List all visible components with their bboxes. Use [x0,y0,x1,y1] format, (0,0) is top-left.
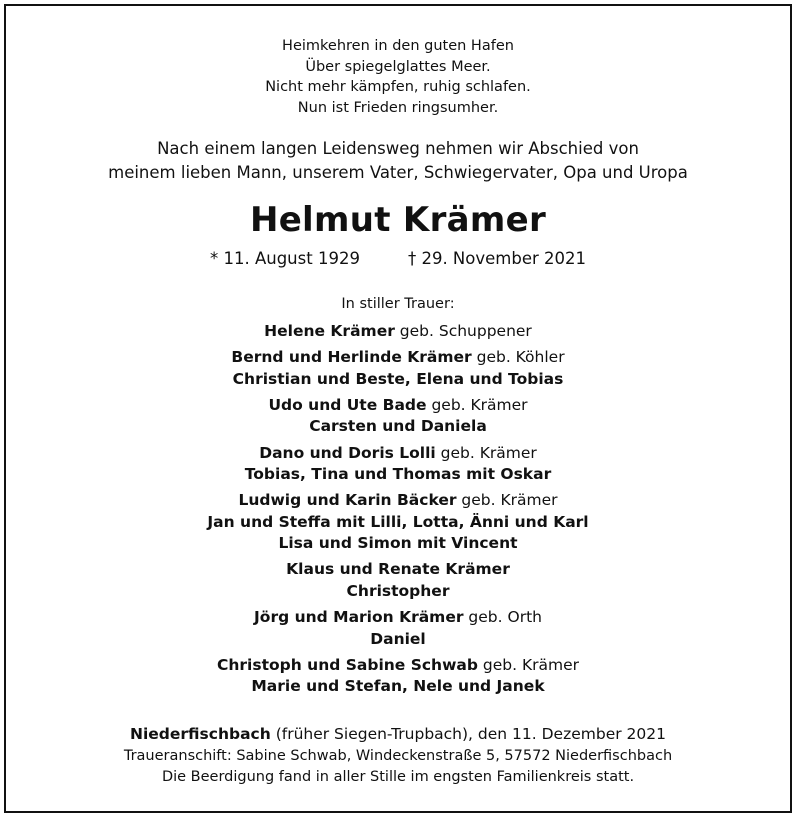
family-line [6,629,790,651]
family-member-names: Udo und Ute Bade [268,395,427,414]
family-member-names: Bernd und Herlinde Krämer [231,348,472,367]
family-member-names: Helene Krämer [264,322,395,340]
family-line [6,369,790,391]
family-group [6,443,790,486]
family-line [6,490,790,512]
family-group [6,655,790,698]
maiden-name: geb. Krämer [477,655,580,674]
family-line [6,655,790,677]
family-line [6,559,790,581]
family-line [6,512,790,534]
mourning-address: Traueranschift: Sabine Schwab, Windeckenstraße 5, 57572 Niederfischbach [123,748,673,764]
maiden-name: geb. Krämer [456,491,558,510]
maiden-name: geb. Orth [463,608,542,627]
life-dates [6,247,790,271]
maiden-name: geb. Köhler [471,348,565,367]
family-member-names: Christoph und Sabine Schwab [216,655,478,674]
family-member-names: Daniel [370,629,426,648]
family-line [6,443,790,465]
family-line [6,533,790,555]
family-line [6,416,790,438]
place-note: (früher Siegen-Trupbach), den 11. Dezember 2021 [270,725,666,743]
family-member-names: Marie und Stefan, Nele und Janek [251,677,545,696]
birth-date: * 11. August 1929 [209,249,360,268]
family-line [6,581,790,603]
family-line [6,464,790,486]
family-member-names: Carsten und Daniela [309,417,487,436]
maiden-name: geb. Schuppener [394,322,532,340]
intro-text [6,137,790,185]
funeral-note: Die Beerdigung fand in aller Stille im engsten Familienkreis statt. [161,769,635,785]
intro-line: Nach einem langen Leidensweg nehmen wir Abschied von [157,139,639,158]
family-member-names: Tobias, Tina und Thomas mit Oskar [244,465,552,484]
family-group [6,395,790,438]
deceased-name: Helmut Krämer [249,200,547,240]
poem-line: Heimkehren in den guten Hafen [282,38,514,54]
family-member-names: Ludwig und Karin Bäcker [238,491,457,510]
family-member-names: Christian und Beste, Elena und Tobias [232,369,564,388]
family-line [6,607,790,629]
family-line [6,321,790,343]
mourners-list [6,321,790,703]
mourners-heading: In stiller Trauer: [341,296,455,312]
family-member-names: Christopher [346,581,450,600]
family-line [6,395,790,417]
family-member-names: Klaus und Renate Krämer [286,560,510,579]
maiden-name: geb. Krämer [435,443,537,462]
place-name: Niederfischbach [130,725,271,743]
poem-line: Nicht mehr kämpfen, ruhig schlafen. [265,79,531,95]
footer [6,722,790,788]
family-member-names: Lisa und Simon mit Vincent [278,534,518,553]
poem [6,36,790,118]
obituary-notice [4,4,792,813]
family-group [6,321,790,343]
poem-line: Über spiegelglattes Meer. [305,58,491,75]
death-date: † 29. November 2021 [407,249,587,268]
poem-line: Nun ist Frieden ringsumher. [297,99,499,116]
family-group [6,490,790,555]
intro-line: meinem lieben Mann, unserem Vater, Schwiegervater, Opa und Uropa [108,163,688,182]
family-line [6,676,790,698]
family-member-names: Jörg und Marion Krämer [254,608,464,627]
family-group [6,607,790,650]
family-member-names: Jan und Steffa mit Lilli, Lotta, Änni und Karl [207,512,589,531]
family-group [6,347,790,390]
family-line [6,347,790,369]
family-group [6,559,790,602]
place-date-line [6,722,790,746]
family-member-names: Dano und Doris Lolli [259,443,436,462]
maiden-name: geb. Krämer [426,395,528,414]
